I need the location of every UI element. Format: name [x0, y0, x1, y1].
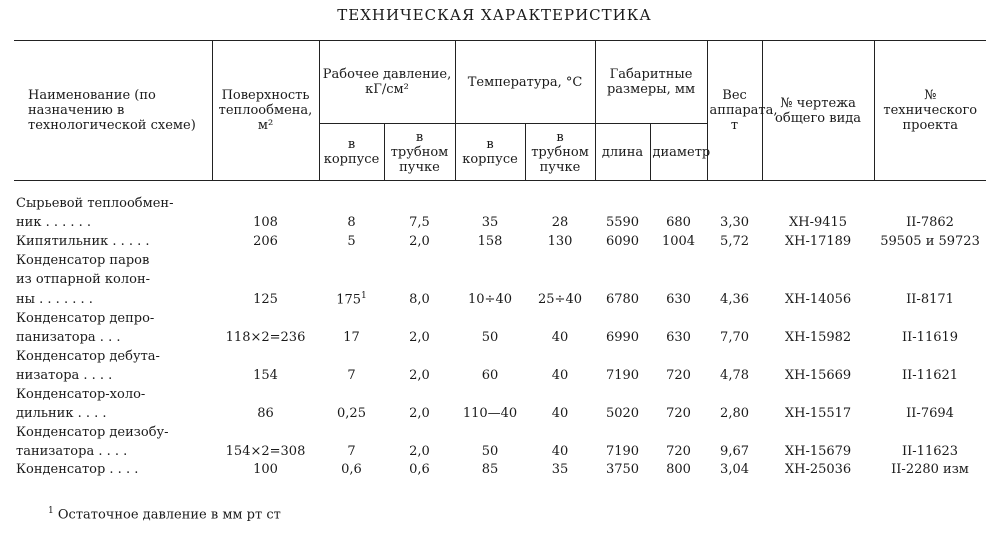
cell-surface: 154×2=308 — [225, 444, 306, 460]
cell-temp-body: 85 — [481, 462, 499, 478]
cell-temp-body: 50 — [481, 330, 499, 346]
cell-surface: 86 — [257, 406, 274, 422]
footnote-ref: 1 — [361, 291, 367, 301]
cell-pressure-body: 7 — [347, 444, 356, 460]
table-row — [14, 250, 986, 269]
row-name-line: Конденсатор деизобу- — [16, 425, 169, 441]
document-title: ТЕХНИЧЕСКАЯ ХАРАКТЕРИСТИКА — [337, 6, 652, 24]
cell-temp-body: 158 — [477, 234, 503, 249]
table-row — [14, 346, 986, 365]
cell-project: II-8171 — [906, 292, 954, 308]
cell-project: II-11621 — [902, 368, 959, 384]
row-name-line: панизатора . . . — [16, 330, 121, 346]
table-row — [14, 308, 986, 327]
cell-pressure-tube: 2,0 — [409, 444, 430, 460]
header-name: Наименование (по назначению в технологической схеме) — [14, 41, 212, 181]
cell-pressure-body: 0,6 — [341, 462, 362, 478]
header-temp-body: в корпусе — [455, 124, 525, 181]
cell-weight: 3,04 — [720, 462, 749, 478]
cell-weight: 9,67 — [720, 444, 749, 460]
cell-temp-body: 35 — [481, 215, 499, 230]
cell-diameter: 720 — [666, 406, 691, 422]
header-dimensions: Габаритные размеры, мм — [595, 41, 707, 124]
cell-project: II-11619 — [902, 330, 959, 346]
cell-length: 6090 — [605, 234, 640, 249]
header-temp-tube: в трубном пучке — [525, 124, 595, 181]
cell-drawing: ХН-25036 — [784, 462, 852, 478]
cell-drawing: ХН-15669 — [784, 368, 852, 384]
cell-diameter: 630 — [666, 330, 691, 346]
cell-pressure-tube: 0,6 — [409, 462, 430, 478]
table-row — [14, 441, 986, 460]
header-surface: Поверхность теплообмена, м² — [212, 41, 319, 181]
pressure-value: 175 — [336, 292, 362, 308]
cell-surface: 125 — [253, 292, 278, 308]
cell-diameter: 720 — [666, 368, 691, 384]
table-row — [14, 212, 986, 231]
cell-pressure-body: 7 — [347, 368, 356, 384]
row-name-line: Сырьевой теплообмен- — [16, 196, 174, 211]
cell-temp-tube: 35 — [551, 462, 569, 478]
table-row — [14, 193, 986, 212]
footnote-text: Остаточное давление в мм рт ст — [57, 507, 281, 523]
header-temperature: Температура, °С — [455, 41, 595, 124]
cell-temp-tube: 130 — [547, 234, 573, 249]
row-name-line: Кипятильник . . . . . — [16, 234, 150, 249]
table-row — [14, 403, 986, 422]
cell-pressure-body: 8 — [347, 215, 356, 230]
row-name-line: ник . . . . . . — [16, 215, 92, 230]
header-pressure-body: в корпусе — [319, 124, 384, 181]
cell-weight: 3,30 — [720, 215, 749, 230]
cell-pressure-tube: 2,0 — [409, 368, 430, 384]
cell-pressure-body: 17 — [343, 330, 360, 346]
cell-pressure-body: 5 — [347, 234, 356, 249]
cell-weight: 4,78 — [720, 368, 749, 384]
header-pressure: Рабочее давление, кГ/см² — [319, 41, 455, 124]
header-weight: Вес аппарата, т — [707, 41, 762, 181]
cell-diameter: 630 — [666, 292, 691, 308]
footnote — [48, 506, 281, 522]
cell-drawing: ХН-15982 — [784, 330, 852, 346]
row-name-line: Конденсатор-холо- — [16, 387, 146, 403]
table-row — [14, 327, 986, 346]
cell-surface: 206 — [253, 234, 278, 249]
header-drawing: № чертежа общего вида — [762, 41, 874, 181]
cell-drawing: ХН-15517 — [784, 406, 852, 422]
cell-diameter: 720 — [666, 444, 691, 460]
table-row — [14, 365, 986, 384]
row-name-line: танизатора . . . . — [16, 444, 128, 460]
cell-pressure-tube: 2,0 — [409, 406, 430, 422]
row-name-line: низатора . . . . — [16, 368, 113, 384]
cell-temp-body: 60 — [481, 368, 499, 384]
table-row — [14, 384, 986, 403]
table-row — [14, 422, 986, 441]
cell-surface: 118×2=236 — [225, 330, 306, 346]
cell-temp-tube: 40 — [551, 368, 569, 384]
cell-project: II-11623 — [902, 444, 959, 460]
cell-weight: 2,80 — [720, 406, 749, 422]
table-row — [14, 269, 986, 288]
cell-length: 3750 — [605, 462, 640, 478]
cell-temp-tube: 25÷40 — [538, 292, 582, 308]
row-name-line: Конденсатор депро- — [16, 311, 155, 327]
cell-temp-tube: 40 — [551, 330, 569, 346]
cell-temp-tube: 40 — [551, 406, 569, 422]
table-row — [14, 288, 986, 308]
cell-temp-body: 50 — [481, 444, 499, 460]
cell-surface: 154 — [253, 368, 278, 384]
cell-temp-body: 10÷40 — [468, 292, 512, 308]
cell-length: 7190 — [605, 444, 640, 460]
cell-length: 7190 — [605, 368, 640, 384]
row-name-line: дильник . . . . — [16, 406, 107, 422]
cell-pressure-body: 0,25 — [337, 406, 366, 422]
cell-pressure-tube: 2,0 — [409, 330, 430, 346]
cell-drawing: ХН-17189 — [784, 234, 852, 249]
header-length: длина — [595, 124, 650, 181]
tech-spec-table — [14, 40, 986, 478]
cell-pressure-tube: 7,5 — [409, 215, 430, 230]
cell-length: 5020 — [605, 406, 640, 422]
row-name-line: Конденсатор дебута- — [16, 349, 160, 365]
cell-project: 59505 и 59723 — [880, 234, 980, 249]
cell-diameter: 1004 — [661, 234, 696, 249]
cell-project: II-7694 — [906, 406, 954, 422]
cell-temp-tube: 40 — [551, 444, 569, 460]
table-row — [14, 460, 986, 478]
cell-weight: 5,72 — [720, 234, 749, 249]
cell-length: 6990 — [605, 330, 640, 346]
cell-surface: 108 — [253, 215, 278, 230]
cell-length: 6780 — [605, 292, 640, 308]
cell-drawing: ХН-14056 — [784, 292, 852, 308]
cell-temp-tube: 28 — [551, 215, 569, 230]
cell-drawing: ХН-15679 — [784, 444, 852, 460]
cell-temp-body: 110—40 — [462, 406, 518, 422]
header-diameter: диаметр — [650, 124, 707, 181]
row-name-line: Конденсатор . . . . — [16, 462, 139, 478]
row-name-line: ны . . . . . . . — [16, 292, 93, 308]
cell-surface: 100 — [253, 462, 278, 478]
row-name-line: Конденсатор паров — [16, 253, 150, 268]
cell-weight: 7,70 — [720, 330, 749, 346]
cell-project: II-7862 — [906, 215, 954, 230]
header-project: № технического проекта — [874, 41, 986, 181]
cell-pressure-tube: 8,0 — [409, 292, 430, 308]
cell-diameter: 800 — [666, 462, 691, 478]
cell-pressure-tube: 2,0 — [409, 234, 430, 249]
cell-drawing: ХН-9415 — [788, 215, 848, 230]
cell-project: II-2280 изм — [891, 462, 969, 478]
cell-weight: 4,36 — [720, 292, 749, 308]
cell-diameter: 680 — [666, 215, 691, 230]
table-row — [14, 231, 986, 250]
cell-pressure-body — [319, 288, 384, 308]
row-name-line: из отпарной колон- — [16, 272, 151, 287]
header-pressure-tube: в трубном пучке — [384, 124, 455, 181]
cell-length: 5590 — [605, 215, 640, 230]
footnote-mark: 1 — [48, 506, 54, 516]
